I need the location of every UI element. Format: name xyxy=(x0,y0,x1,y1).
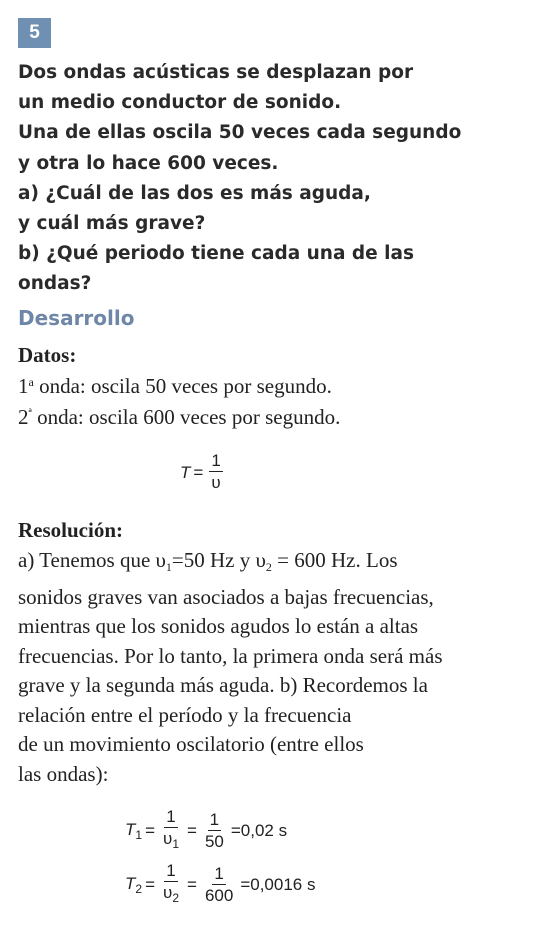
formula-lhs: T xyxy=(180,462,191,482)
period-formula-wave-2 xyxy=(125,862,315,908)
exercise-number-badge: 5 xyxy=(18,18,51,48)
ordinal-number: 2 xyxy=(18,405,29,429)
fraction-numerator: 1 xyxy=(166,807,176,826)
resolution-line: mientras que los sonidos agudos lo están a altas xyxy=(18,614,419,638)
resolution-line: frecuencias. Por lo tanto, la primera onda será más xyxy=(18,643,443,668)
ordinal-superscript: ª xyxy=(28,406,32,420)
problem-line: Dos ondas acústicas se desplazan por xyxy=(18,62,414,83)
formula-result: =0,0016 s xyxy=(240,875,316,894)
resolution-line: a) Tenemos que $\upsilon_1=50$ Hz y $\upsilon_2 = 600$ Hz. Los xyxy=(18,548,398,574)
formula-lhs: $T_2$ xyxy=(125,874,143,896)
fraction-numerator: 1 xyxy=(214,863,224,883)
resolution-line: las ondas): xyxy=(18,761,109,786)
problem-line: ondas? xyxy=(18,273,92,295)
fraction-denominator: υ xyxy=(211,473,221,492)
fraction-numerator: 1 xyxy=(166,861,176,880)
ordinal-number: 1 xyxy=(18,374,29,398)
formula-equals: = xyxy=(193,462,204,482)
formula-fraction xyxy=(203,865,235,906)
data-text: onda: oscila 600 veces por segundo. xyxy=(31,405,341,429)
fraction-denominator: 50 xyxy=(204,831,224,851)
section-heading-desarrollo: Desarrollo xyxy=(18,306,135,330)
problem-line: un medio conductor de sonido. xyxy=(18,92,342,114)
formula-equals: = xyxy=(187,875,197,894)
formula-fraction xyxy=(161,808,181,854)
formula-equals: = xyxy=(145,821,156,840)
problem-line: y cuál más grave? xyxy=(18,213,206,235)
formula-fraction xyxy=(209,452,222,493)
problem-line: y otra lo hace 600 veces. xyxy=(18,152,279,174)
formula-equals: = xyxy=(187,821,197,840)
resolution-line: de un movimiento oscilatorio (entre ellos xyxy=(18,732,364,756)
data-text: onda: oscila 50 veces por segundo. xyxy=(33,374,332,398)
fraction-numerator: 1 xyxy=(209,809,220,829)
formula-lhs: $T_1$ xyxy=(125,820,143,842)
period-formula xyxy=(180,452,226,493)
resolution-title: Resolución: xyxy=(18,518,123,542)
problem-statement xyxy=(18,58,518,300)
data-title: Datos: xyxy=(18,343,77,367)
data-line-second-wave xyxy=(18,405,340,430)
formula-result: =0,02 s xyxy=(230,821,288,840)
fraction-denominator: $\upsilon_2$ xyxy=(163,883,179,905)
fraction-denominator: $\upsilon_1$ xyxy=(163,829,179,851)
resolution-line: sonidos graves van asociados a bajas frecuencias, xyxy=(18,584,434,609)
problem-line: Una de ellas oscila 50 veces cada segundo xyxy=(18,122,462,144)
problem-line: b) ¿Qué periodo tiene cada una de las xyxy=(18,243,414,265)
ordinal-superscript: a xyxy=(28,375,34,389)
formula-fraction xyxy=(203,811,226,852)
resolution-body xyxy=(18,546,523,789)
formula-fraction xyxy=(161,862,181,908)
fraction-numerator: 1 xyxy=(211,451,221,470)
problem-line: a) ¿Cuál de las dos es más aguda, xyxy=(18,182,371,204)
data-line-first-wave xyxy=(18,374,332,399)
fraction-denominator: 600 xyxy=(204,885,234,905)
resolution-line: grave y la segunda más aguda. b) Recordemos la xyxy=(18,673,428,697)
formula-equals: = xyxy=(145,875,156,894)
resolution-line: relación entre el período y la frecuencia xyxy=(18,702,352,727)
period-formula-wave-1 xyxy=(125,808,287,854)
